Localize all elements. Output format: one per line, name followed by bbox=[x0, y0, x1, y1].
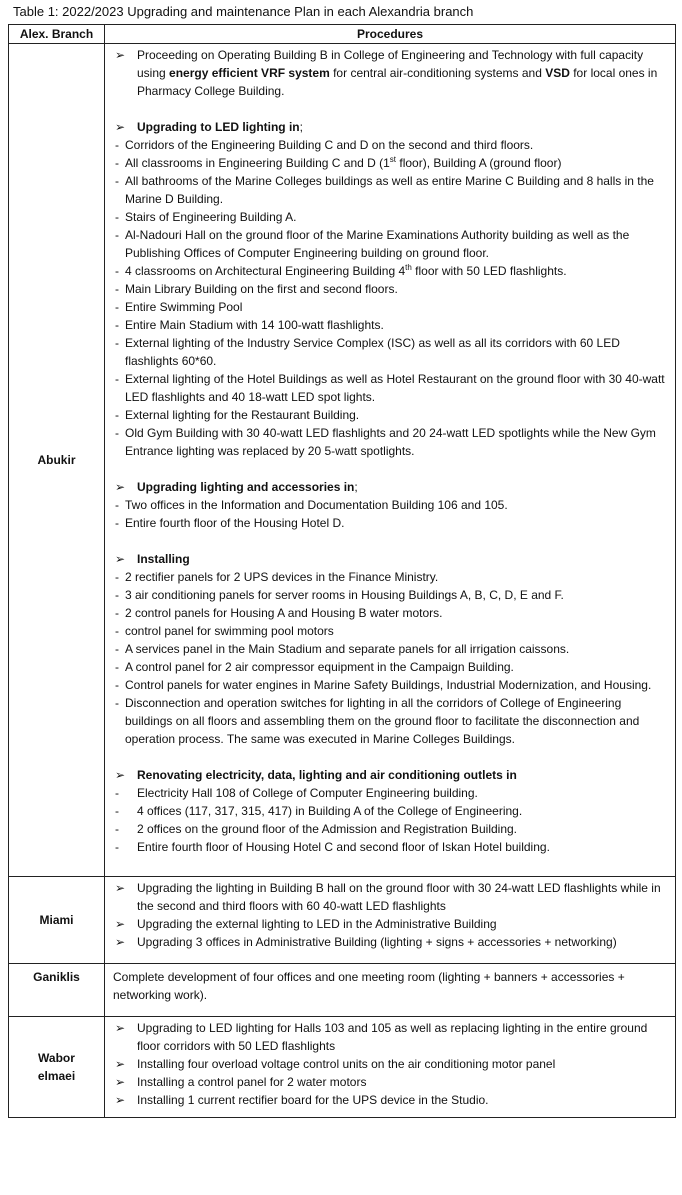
list-item bbox=[109, 586, 669, 604]
arrow-bullet-icon: ➢ bbox=[115, 48, 126, 62]
list-item-text: Main Library Building on the first and second floors. bbox=[125, 282, 398, 296]
dash-bullet: - bbox=[115, 156, 119, 170]
list-item-text: Disconnection and operation switches for lighting in all the corridors of College of Engineering buildings on all floors and assembling them on the ground floor to facilitate the disconnection and operation process. The same was executed in Marine Colleges Buildings. bbox=[125, 696, 640, 746]
dash-bullet: - bbox=[115, 318, 119, 332]
table-row-abukir bbox=[9, 44, 676, 877]
list-item bbox=[109, 280, 669, 298]
branch-name-line: elmaei bbox=[37, 1069, 76, 1083]
section-heading-accessories bbox=[109, 478, 669, 496]
list-item-text: Entire Main Stadium with 14 100-watt flashlights. bbox=[125, 318, 384, 332]
header-procedures: Procedures bbox=[105, 25, 676, 44]
heading-suffix: ; bbox=[354, 480, 358, 494]
list-item-text: floor), Building A (ground floor) bbox=[396, 156, 562, 170]
procedures-miami bbox=[105, 877, 676, 964]
list-item bbox=[109, 334, 669, 370]
branch-name-line: Wabor bbox=[38, 1051, 75, 1065]
dash-bullet: - bbox=[115, 660, 119, 674]
list-item bbox=[109, 568, 669, 586]
dash-bullet: - bbox=[115, 300, 119, 314]
intro-bold: energy efficient VRF system bbox=[169, 66, 330, 80]
list-item bbox=[109, 154, 669, 172]
dash-bullet: - bbox=[115, 642, 119, 656]
heading-suffix: ; bbox=[299, 120, 303, 134]
table-header-row bbox=[9, 25, 676, 44]
list-item-text: 2 control panels for Housing A and Housing B water motors. bbox=[125, 606, 443, 620]
list-item-text: Corridors of the Engineering Building C and D on the second and third floors. bbox=[125, 138, 534, 152]
section-heading-text: Upgrading to LED lighting in bbox=[137, 120, 300, 134]
list-item-text: Installing four overload voltage control units on the air conditioning motor panel bbox=[137, 1057, 556, 1071]
dash-bullet: - bbox=[115, 786, 119, 800]
list-item-text: Installing 1 current rectifier board for the UPS device in the Studio. bbox=[137, 1093, 489, 1107]
list-item-text: Installing a control panel for 2 water motors bbox=[137, 1075, 367, 1089]
list-item bbox=[109, 820, 669, 838]
header-branch: Alex. Branch bbox=[9, 25, 105, 44]
procedures-abukir bbox=[105, 44, 676, 877]
dash-bullet: - bbox=[115, 264, 119, 278]
dash-bullet: - bbox=[115, 606, 119, 620]
list-item-text: 2 rectifier panels for 2 UPS devices in the Finance Ministry. bbox=[125, 570, 439, 584]
list-item bbox=[109, 316, 669, 334]
list-item bbox=[109, 604, 669, 622]
list-item bbox=[109, 784, 669, 802]
list-item-text: 4 classrooms on Architectural Engineering Building 4 bbox=[125, 264, 406, 278]
list-item-text: Electricity Hall 108 of College of Computer Engineering building. bbox=[137, 786, 478, 800]
list-item bbox=[109, 262, 669, 280]
dash-bullet: - bbox=[115, 282, 119, 296]
dash-bullet: - bbox=[115, 138, 119, 152]
list-item-text: Upgrading the external lighting to LED in the Administrative Building bbox=[137, 917, 497, 931]
section-heading-text: Upgrading lighting and accessories in bbox=[137, 480, 355, 494]
dash-bullet: - bbox=[115, 570, 119, 584]
dash-bullet: - bbox=[115, 822, 119, 836]
arrow-bullet-icon: ➢ bbox=[115, 1021, 126, 1035]
list-item-text: A services panel in the Main Stadium and separate panels for all irrigation caissons. bbox=[125, 642, 570, 656]
arrow-bullet-icon: ➢ bbox=[115, 120, 126, 134]
list-item bbox=[109, 1019, 669, 1055]
arrow-bullet-icon: ➢ bbox=[115, 881, 126, 895]
dash-bullet: - bbox=[115, 498, 119, 512]
list-item-text: All classrooms in Engineering Building C and D (1 bbox=[125, 156, 390, 170]
list-item-text: control panel for swimming pool motors bbox=[125, 624, 334, 638]
list-item bbox=[109, 208, 669, 226]
arrow-bullet-icon: ➢ bbox=[115, 1093, 126, 1107]
dash-bullet: - bbox=[115, 174, 119, 188]
list-item-text: Two offices in the Information and Documentation Building 106 and 105. bbox=[125, 498, 508, 512]
list-item-text: Entire fourth floor of the Housing Hotel D. bbox=[125, 516, 345, 530]
dash-bullet: - bbox=[115, 408, 119, 422]
list-item bbox=[109, 46, 669, 100]
list-item bbox=[109, 136, 669, 154]
branch-name-miami: Miami bbox=[9, 877, 105, 964]
intro-text: Proceeding on Operating Building B in College of Engineering and Technology with full capacity using bbox=[137, 48, 644, 80]
section-heading-text: Renovating electricity, data, lighting and air conditioning outlets in bbox=[137, 768, 517, 782]
dash-bullet: - bbox=[115, 336, 119, 350]
list-item-text: Upgrading the lighting in Building B hall on the ground floor with 30 24-watt LED flashlights while in the second and third floors with 60 40-watt LED flashlights bbox=[137, 881, 661, 913]
section-heading-renovating bbox=[109, 766, 669, 784]
list-item-text: Al-Nadouri Hall on the ground floor of the Marine Examinations Authority building as well as the Publishing Offices of Computer Engineering building on ground floor. bbox=[125, 228, 630, 260]
list-item-text: Stairs of Engineering Building A. bbox=[125, 210, 297, 224]
dash-bullet: - bbox=[115, 210, 119, 224]
list-item bbox=[109, 1091, 669, 1109]
table-caption: Table 1: 2022/2023 Upgrading and maintenance Plan in each Alexandria branch bbox=[13, 4, 474, 19]
dash-bullet: - bbox=[115, 588, 119, 602]
list-item-text: 2 offices on the ground floor of the Admission and Registration Building. bbox=[137, 822, 518, 836]
section-heading-text: Installing bbox=[137, 552, 190, 566]
list-item-text: A control panel for 2 air compressor equipment in the Campaign Building. bbox=[125, 660, 514, 674]
maintenance-plan-table bbox=[8, 24, 676, 1118]
intro-text: for local ones in Pharmacy College Building. bbox=[137, 66, 658, 98]
superscript: st bbox=[389, 155, 397, 164]
list-item bbox=[109, 424, 669, 460]
list-item-text: 4 offices (117, 317, 315, 417) in Building A of the College of Engineering. bbox=[137, 804, 523, 818]
list-item bbox=[109, 496, 669, 514]
procedures-wabor-elmaei bbox=[105, 1017, 676, 1118]
list-item-text: Upgrading to LED lighting for Halls 103 and 105 as well as replacing lighting in the entire ground floor corridors with 50 LED flashlights bbox=[137, 1021, 648, 1053]
ganiklis-text: Complete development of four offices and one meeting room (lighting + banners + accessories + networking work). bbox=[113, 970, 625, 1002]
section-heading-installing bbox=[109, 550, 669, 568]
table-row-miami bbox=[9, 877, 676, 964]
superscript: th bbox=[405, 263, 412, 272]
list-item-text: Upgrading 3 offices in Administrative Building (lighting + signs + accessories + networking) bbox=[137, 935, 617, 949]
branch-name-abukir: Abukir bbox=[9, 44, 105, 877]
list-item bbox=[109, 406, 669, 424]
list-item bbox=[109, 879, 669, 915]
list-item bbox=[109, 1055, 669, 1073]
list-item-text: External lighting of the Industry Service Complex (ISC) as well as all its corridors with 60 LED flashlights 60*60. bbox=[125, 336, 620, 368]
list-item bbox=[109, 1073, 669, 1091]
arrow-bullet-icon: ➢ bbox=[115, 935, 126, 949]
list-item bbox=[109, 514, 669, 532]
procedures-ganiklis bbox=[105, 964, 676, 1017]
dash-bullet: - bbox=[115, 804, 119, 818]
arrow-bullet-icon: ➢ bbox=[115, 1057, 126, 1071]
list-item-text: floor with 50 LED flashlights. bbox=[411, 264, 567, 278]
dash-bullet: - bbox=[115, 516, 119, 530]
list-item bbox=[109, 838, 669, 856]
list-item bbox=[109, 658, 669, 676]
list-item-text: 3 air conditioning panels for server rooms in Housing Buildings A, B, C, D, E and F. bbox=[125, 588, 564, 602]
intro-text: for central air-conditioning systems and bbox=[329, 66, 546, 80]
arrow-bullet-icon: ➢ bbox=[115, 480, 126, 494]
list-item-text: Entire Swimming Pool bbox=[125, 300, 243, 314]
dash-bullet: - bbox=[115, 624, 119, 638]
dash-bullet: - bbox=[115, 372, 119, 386]
list-item-text: Control panels for water engines in Marine Safety Buildings, Industrial Modernization, and Housing. bbox=[125, 678, 652, 692]
list-item bbox=[109, 915, 669, 933]
dash-bullet: - bbox=[115, 228, 119, 242]
arrow-bullet-icon: ➢ bbox=[115, 1075, 126, 1089]
list-item bbox=[109, 172, 669, 208]
section-heading-led bbox=[109, 118, 669, 136]
list-item bbox=[109, 694, 669, 748]
list-item bbox=[109, 298, 669, 316]
dash-bullet: - bbox=[115, 678, 119, 692]
list-item-text: All bathrooms of the Marine Colleges buildings as well as entire Marine C Building and 8 halls in the Marine D Building. bbox=[125, 174, 654, 206]
list-item-text: External lighting of the Hotel Buildings as well as Hotel Restaurant on the ground floor with 30 40-watt LED flashlights and 40 18-watt LED spot lights. bbox=[125, 372, 665, 404]
dash-bullet: - bbox=[115, 426, 119, 440]
list-item bbox=[109, 370, 669, 406]
list-item-text: Entire fourth floor of Housing Hotel C and second floor of Iskan Hotel building. bbox=[137, 840, 550, 854]
table-row-wabor-elmaei bbox=[9, 1017, 676, 1118]
branch-name-wabor-elmaei bbox=[9, 1017, 105, 1118]
list-item bbox=[109, 933, 669, 951]
arrow-bullet-icon: ➢ bbox=[115, 917, 126, 931]
table-row-ganiklis bbox=[9, 964, 676, 1017]
list-item bbox=[109, 640, 669, 658]
list-item bbox=[109, 226, 669, 262]
list-item bbox=[109, 676, 669, 694]
intro-bold: VSD bbox=[545, 66, 570, 80]
dash-bullet: - bbox=[115, 696, 119, 710]
arrow-bullet-icon: ➢ bbox=[115, 768, 126, 782]
list-item bbox=[109, 802, 669, 820]
list-item-text: Old Gym Building with 30 40-watt LED flashlights and 20 24-watt LED spotlights while the New Gym Entrance lighting was replaced by 20 5-watt spotlights. bbox=[125, 426, 656, 458]
list-item-text: External lighting for the Restaurant Building. bbox=[125, 408, 360, 422]
list-item bbox=[109, 622, 669, 640]
dash-bullet: - bbox=[115, 840, 119, 854]
arrow-bullet-icon: ➢ bbox=[115, 552, 126, 566]
branch-name-ganiklis: Ganiklis bbox=[9, 964, 105, 1017]
